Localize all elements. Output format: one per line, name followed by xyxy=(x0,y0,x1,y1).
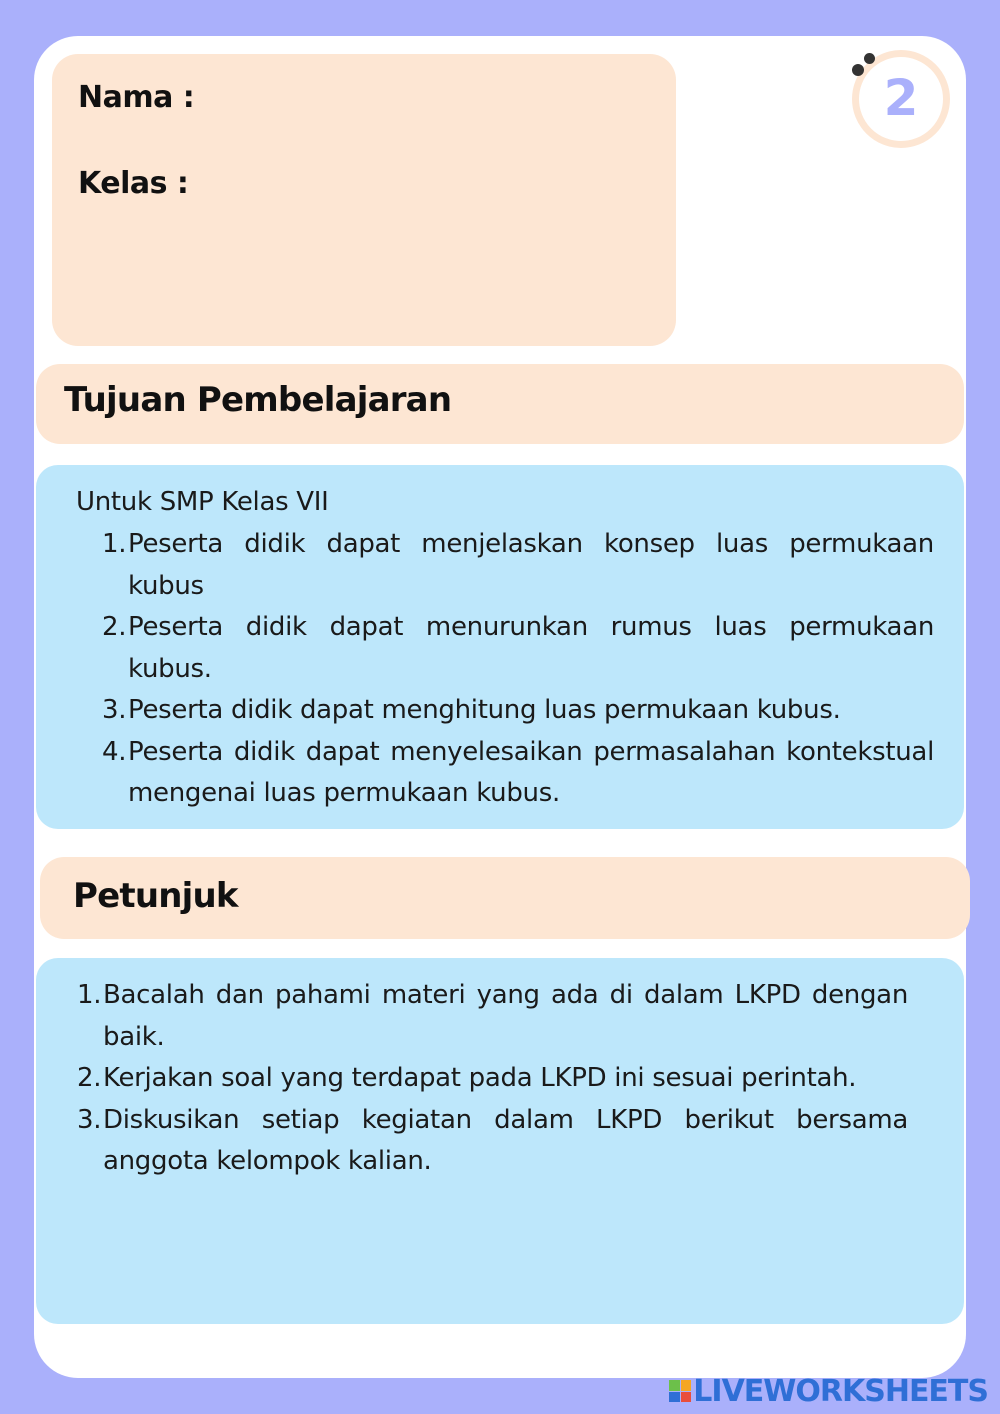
instructions-title: Petunjuk xyxy=(73,876,238,916)
objectives-list xyxy=(102,524,934,815)
list-item xyxy=(102,524,934,607)
brand-text: LIVEWORKSHEETS xyxy=(693,1373,988,1409)
name-label: Nama : xyxy=(78,80,195,115)
list-item xyxy=(102,607,934,690)
list-item-text: Bacalah dan pahami materi yang ada di dalam LKPD dengan baik. xyxy=(103,980,908,1052)
list-item-text: Peserta didik dapat menghitung luas permukaan kubus. xyxy=(128,695,841,725)
class-label: Kelas : xyxy=(78,166,189,201)
list-item xyxy=(77,1058,908,1100)
list-item-text: Peserta didik dapat menjelaskan konsep luas permukaan kubus xyxy=(128,529,934,601)
decor-dot xyxy=(864,53,875,64)
list-item-number: 2. xyxy=(102,612,127,642)
list-item-text: Peserta didik dapat menyelesaikan permasalahan kontekstual mengenai luas permukaan kubus. xyxy=(128,736,934,808)
objectives-panel xyxy=(36,465,964,829)
list-item-number: 3. xyxy=(77,1104,102,1135)
list-item xyxy=(77,975,908,1058)
liveworksheets-logo-icon xyxy=(669,1380,691,1402)
list-item xyxy=(77,1100,908,1183)
objectives-title: Tujuan Pembelajaran xyxy=(64,380,452,420)
decor-dot xyxy=(852,64,864,76)
list-item xyxy=(102,732,934,815)
page-number-badge xyxy=(852,50,950,148)
objectives-header xyxy=(36,364,964,444)
instructions-header xyxy=(40,857,970,939)
liveworksheets-brand xyxy=(669,1374,988,1408)
list-item xyxy=(102,690,934,732)
list-item-number: 1. xyxy=(102,529,127,559)
list-item-number: 3. xyxy=(102,695,127,725)
list-item-number: 4. xyxy=(102,736,127,767)
list-item-text: Kerjakan soal yang terdapat pada LKPD ini sesuai perintah. xyxy=(103,1063,857,1093)
page-number: 2 xyxy=(883,69,919,127)
list-item-number: 1. xyxy=(77,980,102,1010)
instructions-list xyxy=(77,975,908,1183)
objectives-intro: Untuk SMP Kelas VII xyxy=(76,487,329,517)
list-item-number: 2. xyxy=(77,1063,102,1093)
instructions-panel xyxy=(36,958,964,1324)
list-item-text: Diskusikan setiap kegiatan dalam LKPD berikut bersama anggota kelompok kalian. xyxy=(103,1104,908,1176)
list-item-text: Peserta didik dapat menurunkan rumus luas permukaan kubus. xyxy=(128,612,934,684)
student-info-box xyxy=(52,54,676,346)
